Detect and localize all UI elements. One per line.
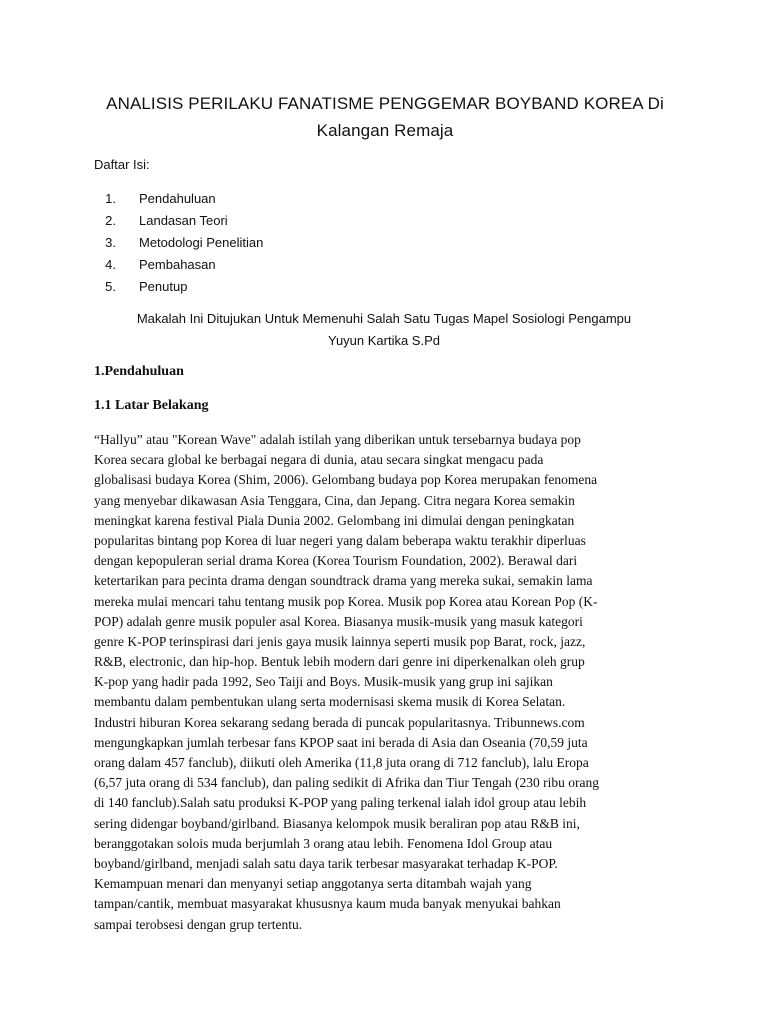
paragraph-line: sampai terobsesi dengan grup tertentu. bbox=[94, 916, 303, 932]
paragraph-line: globalisasi budaya Korea (Shim, 2006). Gelombang budaya pop Korea merupakan fenomena bbox=[94, 472, 598, 488]
paragraph-line: Industri hiburan Korea sekarang sedang berada di puncak popularitasnya. Tribunnews.com bbox=[94, 714, 585, 730]
paragraph-line: Korea secara global ke berbagai negara di dunia, atau secara singkat mengacu pada bbox=[94, 452, 544, 468]
dedication-line: Yuyun Kartika S.Pd bbox=[327, 333, 440, 348]
toc-item-label: Pembahasan bbox=[139, 257, 216, 272]
paragraph-line: boyband/girlband, menjadi salah satu daya tarik terbesar masyarakat terhadap K-POP. bbox=[94, 855, 558, 871]
paragraph-line: mengungkapkan jumlah terbesar fans KPOP saat ini berada di Asia dan Oseania (70,59 juta bbox=[94, 734, 588, 750]
toc-item bbox=[94, 254, 263, 276]
toc-item bbox=[94, 232, 263, 254]
paragraph-line: di 140 fanclub).Salah satu produksi K-POP yang paling terkenal ialah idol group atau lebih bbox=[94, 795, 587, 811]
dedication-note bbox=[94, 308, 674, 352]
paragraph-line: meningkat karena festival Piala Dunia 2002. Gelombang ini dimulai dengan peningkatan bbox=[94, 512, 575, 528]
toc-item-label: Pendahuluan bbox=[139, 191, 216, 206]
toc-item-label: Landasan Teori bbox=[139, 213, 228, 228]
toc-item-number: 4. bbox=[105, 257, 116, 272]
section-heading: 1.Pendahuluan bbox=[94, 364, 184, 379]
paragraph-line: R&B, electronic, dan hip-hop. Bentuk lebih modern dari genre ini diperkenalkan oleh grup bbox=[94, 654, 585, 670]
paragraph-line: popularitas bintang pop Korea di luar negeri yang dalam beberapa waktu terakhir diperluas bbox=[94, 532, 586, 548]
dedication-line: Makalah Ini Ditujukan Untuk Memenuhi Salah Satu Tugas Mapel Sosiologi Pengampu bbox=[136, 311, 632, 326]
title-line: Kalangan Remaja bbox=[316, 121, 454, 140]
paragraph-line: beranggotakan solois muda berjumlah 3 orang atau lebih. Fenomena Idol Group atau bbox=[94, 835, 553, 851]
toc-item-number: 5. bbox=[105, 279, 116, 294]
toc-item bbox=[94, 188, 263, 210]
paragraph-line: yang menyebar dikawasan Asia Tenggara, Cina, dan Jepang. Citra negara Korea semakin bbox=[94, 492, 575, 508]
table-of-contents bbox=[94, 188, 263, 298]
title-line: ANALISIS PERILAKU FANATISME PENGGEMAR BOYBAND KOREA Di bbox=[106, 94, 664, 113]
paragraph-line: mereka mulai mencari tahu tentang musik pop Korea. Musik pop Korea atau Korean Pop (K- bbox=[94, 593, 598, 609]
paragraph-line: (6,57 juta orang di 534 fanclub), dan paling sedikit di Afrika dan Tiur Tengah (230 ribu orang bbox=[94, 775, 599, 791]
paragraph-line: genre K-POP terinspirasi dari jenis gaya musik lainnya seperti musik pop Barat, rock, jazz, bbox=[94, 633, 586, 649]
paragraph-line: K-pop yang hadir pada 1992, Seo Taiji and Boys. Musik-musik yang grup ini sajikan bbox=[94, 674, 553, 690]
paragraph-line: sering didengar boyband/girlband. Biasanya kelompok musik beraliran pop atau R&B ini, bbox=[94, 815, 580, 831]
paragraph-line: dengan kepopuleran serial drama Korea (Korea Tourism Foundation, 2002). Berawal dari bbox=[94, 553, 578, 569]
toc-heading: Daftar Isi: bbox=[94, 157, 150, 172]
paragraph-line: Kemampuan menari dan menyanyi setiap anggotanya serta ditambah wajah yang bbox=[94, 876, 532, 892]
paragraph-line: POP) adalah genre musik populer asal Korea. Biasanya musik-musik yang masuk kategori bbox=[94, 613, 583, 629]
body-paragraph bbox=[94, 430, 680, 935]
subsection-heading: 1.1 Latar Belakang bbox=[94, 398, 209, 413]
toc-item-number: 2. bbox=[105, 213, 116, 228]
toc-item-number: 3. bbox=[105, 235, 116, 250]
toc-item bbox=[94, 210, 263, 232]
paragraph-line: membantu dalam pembentukan ulang serta modernisasi skema musik di Korea Selatan. bbox=[94, 694, 566, 710]
paragraph-line: tampan/cantik, membuat masyarakat khususnya kaum muda banyak menyukai bahkan bbox=[94, 896, 561, 912]
toc-item-label: Metodologi Penelitian bbox=[139, 235, 264, 250]
paragraph-line: ketertarikan para pecinta drama dengan soundtrack drama yang mereka sukai, semakin lama bbox=[94, 573, 593, 589]
paragraph-line: “Hallyu” atau "Korean Wave" adalah istilah yang diberikan untuk tersebarnya budaya pop bbox=[94, 432, 581, 447]
toc-item-number: 1. bbox=[105, 191, 116, 206]
toc-item bbox=[94, 276, 263, 298]
paragraph-line: orang dalam 457 fanclub), diikuti oleh Amerika (11,8 juta orang di 712 fanclub), lalu Eropa bbox=[94, 755, 589, 770]
toc-item-label: Penutup bbox=[139, 279, 188, 294]
document-title bbox=[80, 90, 690, 144]
